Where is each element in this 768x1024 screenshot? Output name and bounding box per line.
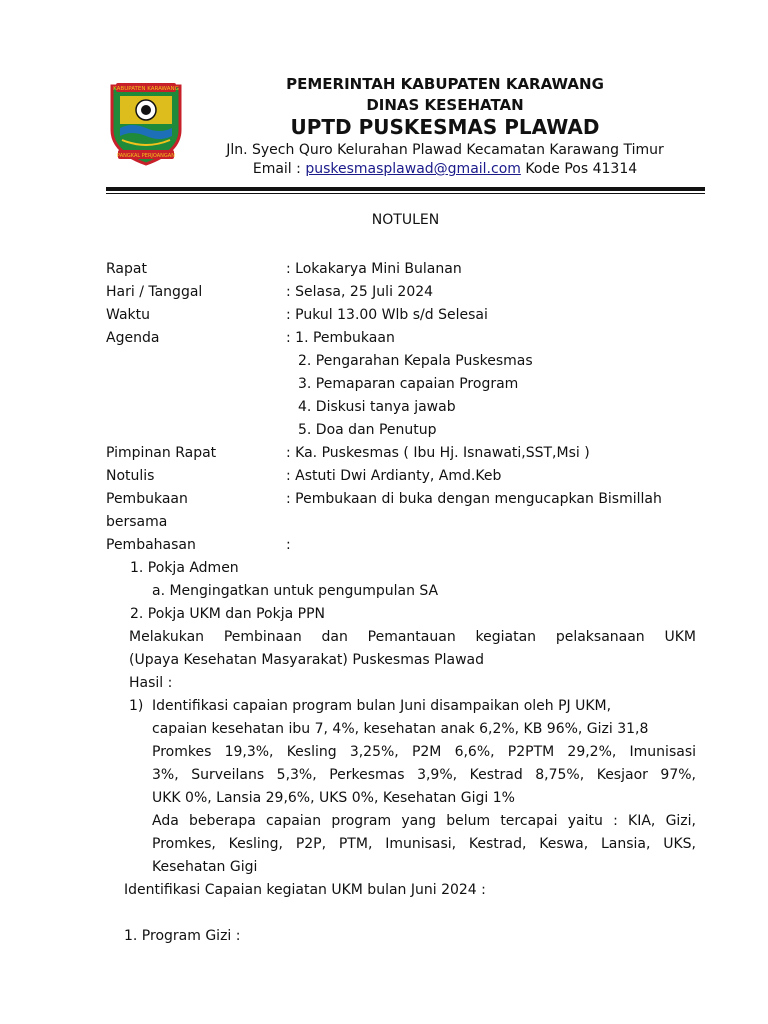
agenda-item: 3. Pemaparan capaian Program	[298, 376, 519, 392]
document-title: NOTULEN	[371, 212, 440, 228]
postal-code: Kode Pos 41314	[520, 161, 638, 177]
email-link[interactable]: puskesmasplawad@gmail.com	[305, 161, 521, 177]
result-line: Kesehatan Gigi	[152, 859, 258, 875]
discussion-item-ukm: 2. Pokja UKM dan Pokja PPN	[130, 606, 325, 622]
email-label: Email :	[252, 161, 306, 177]
header-government: PEMERINTAH KABUPATEN KARAWANG	[286, 75, 604, 93]
header-divider-thick	[106, 187, 705, 191]
field-value-discussion: :	[286, 537, 291, 553]
result-line: capaian kesehatan ibu 7, 4%, kesehatan anak 6,2%, KB 96%, Gizi 31,8	[152, 721, 649, 737]
header-department: DINAS KESEHATAN	[366, 96, 524, 114]
field-value-opening: : Pembukaan di buka dengan mengucapkan Bismillah	[286, 491, 662, 507]
agenda-item: 5. Doa dan Penutup	[298, 422, 437, 438]
result-line: Promkes 19,3%, Kesling 3,25%, P2M 6,6%, P2PTM 29,2%, Imunisasi	[152, 744, 696, 760]
field-value-date: : Selasa, 25 Juli 2024	[286, 284, 434, 300]
field-value-notetaker: : Astuti Dwi Ardianty, Amd.Keb	[286, 468, 502, 484]
result-line: UKK 0%, Lansia 29,6%, UKS 0%, Kesehatan Gigi 1%	[152, 790, 515, 806]
field-value-rapat: : Lokakarya Mini Bulanan	[286, 261, 462, 277]
logo-bottom-text: PANGKAL PERJOANGAN	[117, 153, 175, 159]
paragraph-line: Melakukan Pembinaan dan Pemantauan kegiatan pelaksanaan UKM	[129, 629, 696, 645]
result-number: 1)	[129, 698, 144, 714]
header-contact	[190, 161, 700, 177]
field-label-date: Hari / Tanggal	[106, 284, 203, 300]
paragraph-line: (Upaya Kesehatan Masyarakat) Puskesmas Plawad	[129, 652, 484, 668]
field-label-agenda: Agenda	[106, 330, 160, 346]
discussion-subitem: a. Mengingatkan untuk pengumpulan SA	[152, 583, 439, 599]
result-line: 3%, Surveilans 5,3%, Perkesmas 3,9%, Kestrad 8,75%, Kesjaor 97%,	[152, 767, 696, 783]
identification-heading: Identifikasi Capaian kegiatan UKM bulan Juni 2024 :	[124, 882, 486, 898]
results-heading: Hasil :	[129, 675, 173, 691]
agenda-item: 2. Pengarahan Kepala Puskesmas	[298, 353, 533, 369]
field-label-time: Waktu	[106, 307, 150, 323]
karawang-regency-emblem	[108, 80, 184, 166]
field-label-chair: Pimpinan Rapat	[106, 445, 217, 461]
agenda-item: 4. Diskusi tanya jawab	[298, 399, 456, 415]
field-label-opening: Pembukaan	[106, 491, 188, 507]
field-value-agenda: : 1. Pembukaan	[286, 330, 395, 346]
header-institution: UPTD PUSKESMAS PLAWAD	[290, 115, 600, 139]
opening-continuation: bersama	[106, 514, 168, 530]
discussion-item-admen: 1. Pokja Admen	[130, 560, 239, 576]
field-label-rapat: Rapat	[106, 261, 147, 277]
result-line: Ada beberapa capaian program yang belum tercapai yaitu : KIA, Gizi,	[152, 813, 696, 829]
result-line: Promkes, Kesling, P2P, PTM, Imunisasi, Kestrad, Keswa, Lansia, UKS,	[152, 836, 696, 852]
logo-top-text: KABUPATEN KARAWANG	[113, 86, 179, 92]
field-label-discussion: Pembahasan	[106, 537, 196, 553]
program-gizi-heading: 1. Program Gizi :	[124, 928, 241, 944]
field-value-chair: : Ka. Puskesmas ( Ibu Hj. Isnawati,SST,Msi )	[286, 445, 590, 461]
field-label-notetaker: Notulis	[106, 468, 155, 484]
field-value-time: : Pukul 13.00 Wlb s/d Selesai	[286, 307, 488, 323]
header-divider-thin	[106, 193, 705, 194]
result-line: Identifikasi capaian program bulan Juni disampaikan oleh PJ UKM,	[152, 698, 612, 714]
header-address: Jln. Syech Quro Kelurahan Plawad Kecamatan Karawang Timur	[226, 142, 664, 158]
